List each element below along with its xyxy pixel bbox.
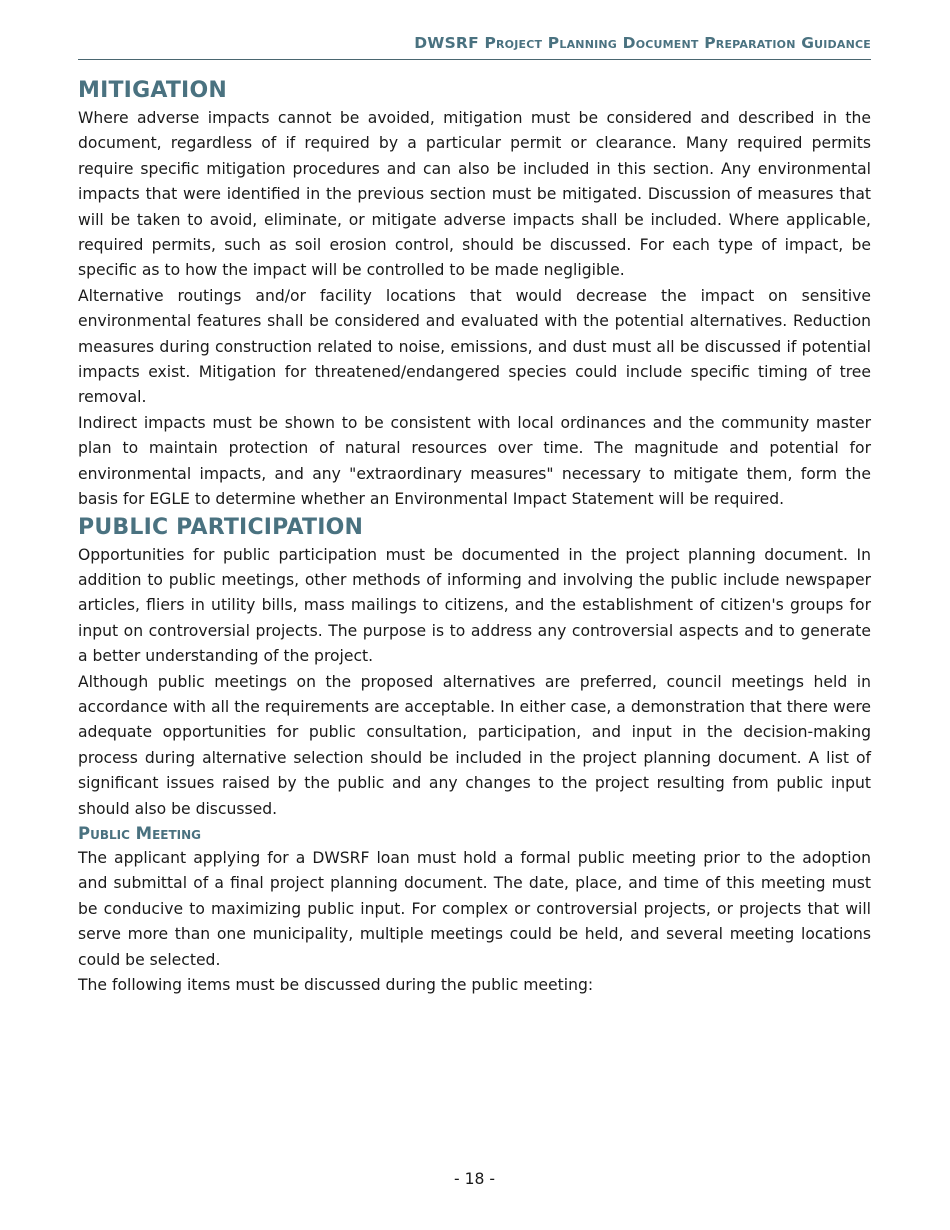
running-header: DWSRF Project Planning Document Preparation Guidance: [414, 34, 871, 52]
page-number: - 18 -: [453, 1170, 495, 1188]
page-content: [78, 76, 871, 998]
public-participation-paragraph-2: Although public meetings on the proposed alternatives are preferred, council meetings held in accordance with all the requirements are acceptable. In either case, a demonstration that there were adequate opportunities for public consultation, participation, and input in the decision-making process during alternative selection should be included in the project planning document. A list of significant issues raised by the public and any changes to the project resulting from public input should also be discussed.: [78, 672, 871, 818]
public-participation-heading: PUBLIC PARTICIPATION: [78, 514, 364, 540]
mitigation-paragraph-1: Where adverse impacts cannot be avoided, mitigation must be considered and described in the document, regardless of if required by a particular permit or clearance. Many required permits require specific mitigation procedures and can also be included in this section. Any environmental impacts that were identified in the previous section must be mitigated. Discussion of measures that will be taken to avoid, eliminate, or mitigate adverse impacts shall be included. Where applicable, required permits, such as soil erosion control, should be discussed. For each type of impact, be specific as to how the impact will be controlled to be made negligible.: [78, 109, 871, 280]
public-meeting-paragraph-1: The applicant applying for a DWSRF loan must hold a formal public meeting prior to the adoption and submittal of a final project planning document. The date, place, and time of this meeting must be conducive to maximizing public input. For complex or controversial projects, or projects that will serve more than one municipality, multiple meetings could be held, and several meeting locations could be selected.: [78, 848, 871, 969]
header-rule: [78, 59, 871, 60]
public-meeting-heading: Public Meeting: [78, 823, 202, 843]
mitigation-paragraph-2: Alternative routings and/or facility locations that would decrease the impact on sensitive environmental features shall be considered and evaluated with the potential alternatives. Reduction measures during construction related to noise, emissions, and dust must all be discussed if potential impacts exist. Mitigation for threatened/endangered species could include specific timing of tree removal.: [78, 286, 871, 407]
mitigation-heading: MITIGATION: [78, 78, 227, 103]
public-participation-paragraph-1: Opportunities for public participation must be documented in the project planning document. In addition to public meetings, other methods of informing and involving the public include newspaper articles, fliers in utility bills, mass mailings to citizens, and the establishment of citizen's groups for input on controversial projects. The purpose is to address any controversial aspects and to generate a better understanding of the project.: [78, 545, 871, 666]
mitigation-paragraph-3: Indirect impacts must be shown to be consistent with local ordinances and the community master plan to maintain protection of natural resources over time. The magnitude and potential for environmental impacts, and any "extraordinary measures" necessary to mitigate them, form the basis for EGLE to determine whether an Environmental Impact Statement will be required.: [78, 413, 871, 509]
public-meeting-paragraph-2: The following items must be discussed during the public meeting:: [78, 976, 594, 994]
